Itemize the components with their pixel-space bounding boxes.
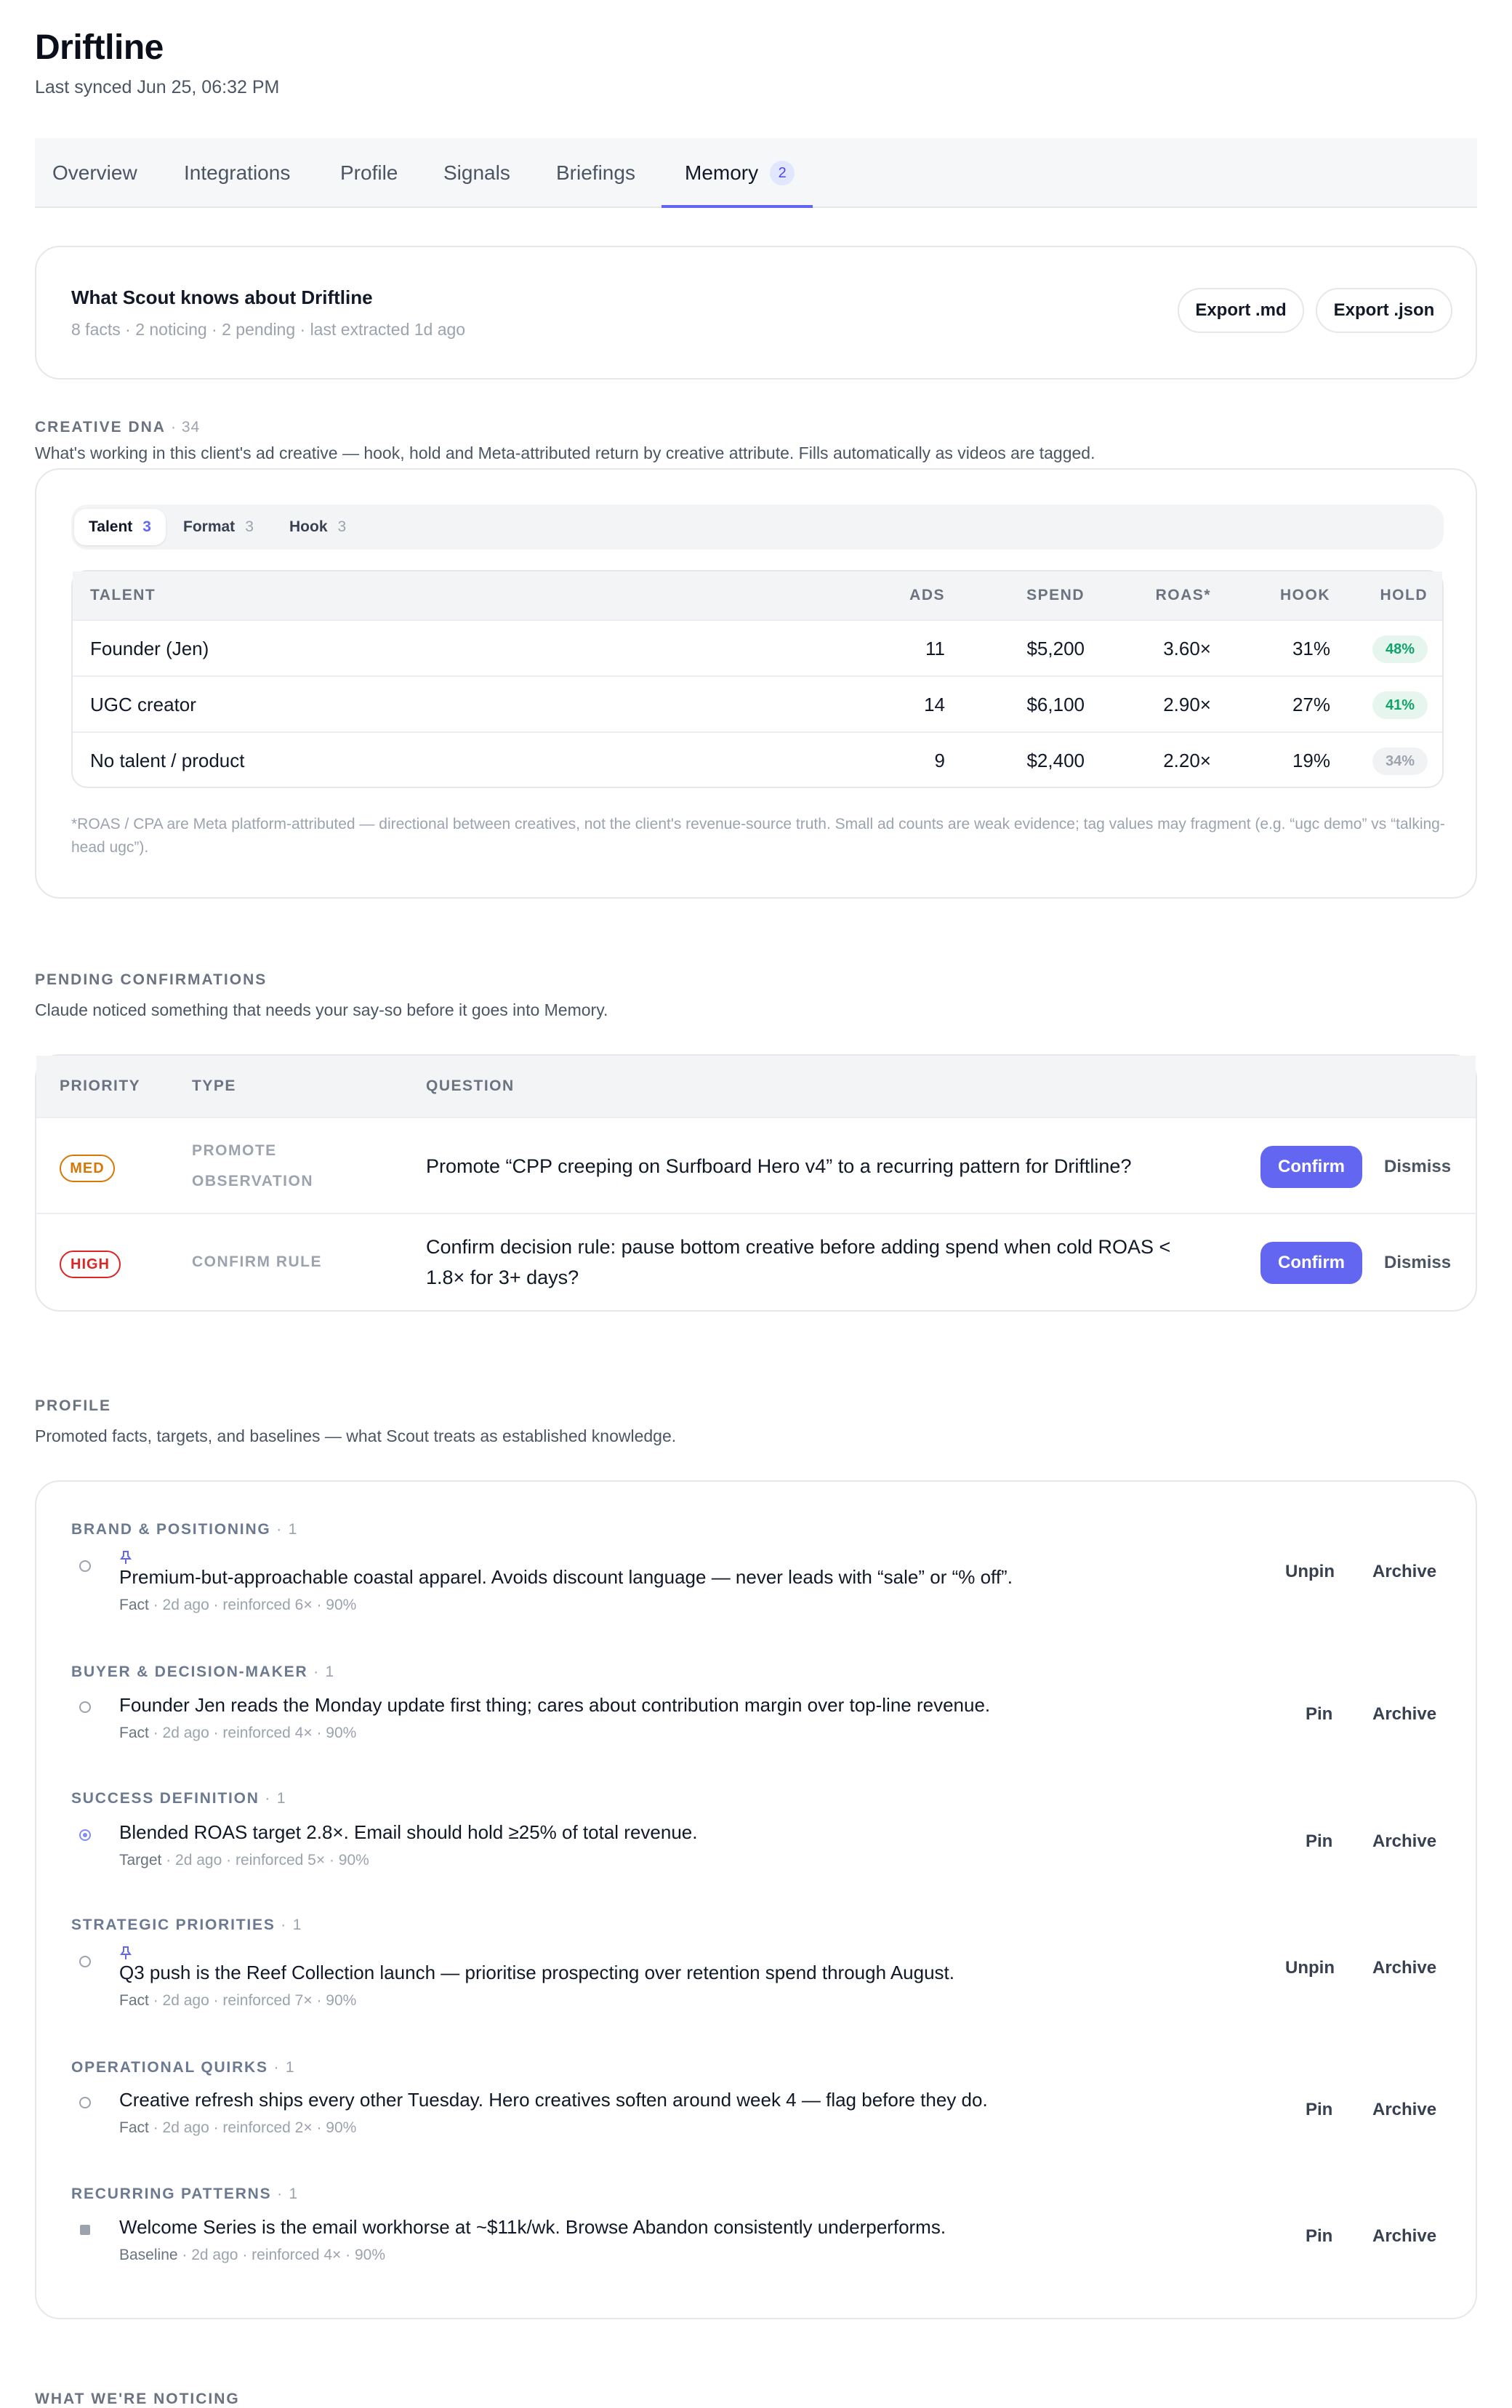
creative-dna-table (71, 570, 1444, 788)
summary-title: What Scout knows about Driftline (71, 286, 373, 308)
archive-button[interactable]: Archive (1372, 1704, 1437, 1724)
active-tab-indicator (662, 205, 813, 208)
archive-button[interactable]: Archive (1372, 1958, 1437, 1978)
fact-text: Blended ROAS target 2.8×. Email should hold ≥25% of total revenue. (119, 1821, 698, 1843)
pending-row (36, 1117, 1476, 1213)
cell-ads: 11 (925, 638, 945, 659)
archive-button[interactable]: Archive (1372, 2100, 1437, 2119)
table-row[interactable] (73, 731, 1442, 787)
fact-kind: Baseline (119, 2247, 178, 2263)
cell-ads: 9 (934, 750, 945, 771)
dimension-switcher (71, 505, 1444, 550)
fact-confidence: · 90% (316, 1992, 357, 2009)
priority-badge-med: MED (60, 1155, 115, 1182)
category-count: · 1 (281, 1917, 303, 1933)
col-type: TYPE (192, 1077, 236, 1094)
pending-table (35, 1054, 1477, 1312)
fact-meta (119, 1597, 356, 1614)
fact-age: · 2d ago (182, 2247, 238, 2263)
fact-confidence: · 90% (329, 1852, 369, 1869)
segment-hook-label: Hook (289, 518, 328, 535)
creative-dna-description: What's working in this client's ad creative — hook, hold and Meta-attributed return by creative attribute. Fills automatically as videos are tagged. (35, 444, 1095, 462)
hold-badge: 48% (1372, 635, 1428, 663)
category-heading (71, 1917, 302, 1934)
archive-button[interactable]: Archive (1372, 1831, 1437, 1851)
creative-dna-label: CREATIVE DNA (35, 419, 166, 436)
fact-age: · 2d ago (153, 1992, 209, 2009)
baseline-icon (80, 2225, 90, 2235)
unpin-button[interactable]: Unpin (1285, 1562, 1335, 1581)
creative-dna-card (35, 468, 1477, 899)
fact-meta (119, 1992, 356, 2010)
hold-badge: 41% (1372, 691, 1428, 719)
creative-dna-count: · 34 (171, 419, 201, 436)
export-md-button[interactable]: Export .md (1178, 288, 1304, 333)
tab-memory-label: Memory (685, 161, 759, 184)
category-count: · 1 (277, 2186, 299, 2202)
fact-reinforced: · reinforced 4× (242, 2247, 342, 2263)
pending-question-line: 1.8× for 3+ days? (426, 1267, 579, 1288)
cell-roas: 2.20× (1163, 750, 1211, 771)
fact-confidence: · 90% (316, 1597, 357, 1613)
col-hook: HOOK (1280, 587, 1330, 603)
table-row[interactable] (73, 619, 1442, 675)
col-ads: ADS (909, 587, 945, 603)
col-spend: SPEND (1026, 587, 1085, 603)
tab-integrations[interactable]: Integrations (184, 161, 291, 184)
col-hold: HOLD (1380, 587, 1428, 603)
pin-button[interactable]: Pin (1306, 2226, 1333, 2246)
tab-overview[interactable]: Overview (52, 161, 137, 184)
fact-text: Welcome Series is the email workhorse at ~$11k/wk. Browse Abandon consistently underperforms. (119, 2216, 946, 2238)
pin-button[interactable]: Pin (1306, 1704, 1333, 1724)
fact-kind: Fact (119, 1725, 149, 1741)
category-count: · 1 (265, 1790, 287, 1807)
segment-hook[interactable] (275, 509, 361, 545)
profile-card (35, 1480, 1477, 2319)
cell-roas: 2.90× (1163, 694, 1211, 715)
category-label: SUCCESS DEFINITION (71, 1790, 260, 1807)
fact-type-icon (79, 1560, 91, 1572)
fact-reinforced: · reinforced 4× (213, 1725, 313, 1741)
confirm-button[interactable]: Confirm (1260, 1242, 1362, 1284)
tab-memory[interactable] (685, 138, 795, 208)
segment-talent-label: Talent (89, 518, 133, 535)
fact-reinforced: · reinforced 5× (226, 1852, 326, 1869)
unpin-button[interactable]: Unpin (1285, 1958, 1335, 1978)
col-talent: TALENT (90, 587, 156, 603)
pending-type-line: PROMOTE (192, 1142, 277, 1159)
cell-roas: 3.60× (1163, 638, 1211, 659)
pending-description: Claude noticed something that needs your say-so before it goes into Memory. (35, 1000, 608, 1019)
cell-talent: UGC creator (90, 694, 196, 715)
fact-age: · 2d ago (153, 1597, 209, 1613)
col-question: QUESTION (426, 1077, 515, 1094)
segment-talent-count: 3 (142, 518, 151, 535)
category-heading (71, 2186, 299, 2203)
category-label: STRATEGIC PRIORITIES (71, 1917, 276, 1933)
memory-summary-card (35, 246, 1477, 380)
tab-signals[interactable]: Signals (443, 161, 510, 184)
fact-confidence: · 90% (316, 1725, 357, 1741)
pin-icon (119, 1550, 132, 1565)
cell-hook: 27% (1292, 694, 1330, 715)
priority-badge-high: HIGH (60, 1251, 121, 1278)
fact-reinforced: · reinforced 2× (213, 2119, 313, 2136)
category-label: OPERATIONAL QUIRKS (71, 2059, 268, 2076)
noticing-heading: WHAT WE'RE NOTICING (35, 2391, 240, 2407)
tab-profile[interactable]: Profile (340, 161, 398, 184)
fact-age: · 2d ago (153, 2119, 209, 2136)
segment-hook-count: 3 (337, 518, 347, 535)
pending-question-line: Confirm decision rule: pause bottom creative before adding spend when cold ROAS < (426, 1236, 1171, 1258)
fact-meta (119, 2119, 356, 2137)
category-heading (71, 2059, 295, 2076)
pending-type: CONFIRM RULE (192, 1253, 322, 1270)
fact-type-icon (79, 2097, 91, 2108)
pending-type-line: OBSERVATION (192, 1173, 314, 1189)
cell-spend: $2,400 (1026, 750, 1085, 771)
creative-dna-heading (35, 419, 200, 436)
table-header (73, 571, 1442, 619)
confirm-button[interactable]: Confirm (1260, 1146, 1362, 1188)
col-roas: ROAS* (1155, 587, 1211, 603)
pin-button[interactable]: Pin (1306, 1831, 1333, 1851)
cell-spend: $6,100 (1026, 694, 1085, 715)
segment-format-label: Format (183, 518, 236, 535)
fact-text: Founder Jen reads the Monday update first thing; cares about contribution margin over top-line revenue. (119, 1694, 991, 1716)
col-priority: PRIORITY (60, 1077, 141, 1094)
cell-hook: 31% (1292, 638, 1330, 659)
roas-footnote: *ROAS / CPA are Meta platform-attributed — directional between creatives, not the client's revenue-source truth. Small ad counts are weak evidence; tag values may fragment (e.g. “ugc demo” vs “talking-head ugc”). (71, 816, 1445, 856)
tab-memory-badge: 2 (770, 161, 795, 185)
tab-briefings[interactable]: Briefings (556, 161, 635, 184)
fact-kind: Target (119, 1852, 162, 1869)
fact-text: Q3 push is the Reef Collection launch — prioritise prospecting over retention spend through August. (119, 1962, 955, 1983)
pending-type (192, 1136, 313, 1197)
category-label: BUYER & DECISION-MAKER (71, 1663, 308, 1680)
cell-spend: $5,200 (1026, 638, 1085, 659)
category-heading (71, 1790, 286, 1807)
fact-kind: Fact (119, 2119, 149, 2136)
fact-text: Premium-but-approachable coastal apparel. Avoids discount language — never leads with “sale” or “% off”. (119, 1566, 1013, 1588)
fact-meta (119, 1852, 369, 1869)
archive-button[interactable]: Archive (1372, 2226, 1437, 2246)
cell-talent: Founder (Jen) (90, 638, 209, 659)
pending-heading: PENDING CONFIRMATIONS (35, 971, 268, 988)
fact-meta (119, 1725, 356, 1742)
category-label: BRAND & POSITIONING (71, 1521, 271, 1538)
archive-button[interactable]: Archive (1372, 1562, 1437, 1581)
export-json-button[interactable]: Export .json (1316, 288, 1452, 333)
segment-format-count: 3 (245, 518, 254, 535)
fact-confidence: · 90% (316, 2119, 357, 2136)
cell-ads: 14 (924, 694, 945, 715)
pending-row (36, 1213, 1476, 1309)
pending-question: Promote “CPP creeping on Surfboard Hero v4” to a recurring pattern for Driftline? (426, 1155, 1132, 1177)
fact-kind: Fact (119, 1992, 149, 2009)
segment-talent[interactable] (74, 509, 166, 545)
table-row[interactable] (73, 675, 1442, 731)
category-count: · 1 (276, 1521, 299, 1538)
pending-question (426, 1232, 1211, 1293)
summary-meta: 8 facts · 2 noticing · 2 pending · last extracted 1d ago (71, 320, 466, 339)
fact-age: · 2d ago (153, 1725, 209, 1741)
cell-hook: 19% (1292, 750, 1330, 771)
profile-description: Promoted facts, targets, and baselines — what Scout treats as established knowledge. (35, 1426, 677, 1445)
category-count: · 1 (313, 1663, 336, 1680)
segment-format[interactable] (169, 509, 268, 545)
fact-text: Creative refresh ships every other Tuesday. Hero creatives soften around week 4 — flag before they do. (119, 2089, 988, 2111)
category-heading (71, 1521, 298, 1538)
fact-confidence: · 90% (345, 2247, 386, 2263)
target-icon (79, 1829, 91, 1841)
hold-badge: 34% (1372, 747, 1428, 775)
category-heading (71, 1663, 335, 1681)
pending-table-header (36, 1056, 1476, 1117)
dismiss-button[interactable]: Dismiss (1384, 1157, 1452, 1176)
pin-button[interactable]: Pin (1306, 2100, 1333, 2119)
fact-type-icon (79, 1701, 91, 1713)
fact-reinforced: · reinforced 6× (213, 1597, 313, 1613)
fact-type-icon (79, 1956, 91, 1967)
tab-bar (35, 138, 1477, 208)
category-count: · 1 (273, 2059, 296, 2076)
last-synced: Last synced Jun 25, 06:32 PM (35, 77, 280, 97)
dismiss-button[interactable]: Dismiss (1384, 1253, 1452, 1272)
fact-meta (119, 2247, 385, 2264)
pin-icon (119, 1946, 132, 1960)
fact-age: · 2d ago (166, 1852, 222, 1869)
fact-reinforced: · reinforced 7× (213, 1992, 313, 2009)
fact-kind: Fact (119, 1597, 149, 1613)
page-title: Driftline (35, 28, 164, 67)
profile-heading: PROFILE (35, 1397, 112, 1414)
cell-talent: No talent / product (90, 750, 245, 771)
category-label: RECURRING PATTERNS (71, 2186, 272, 2202)
